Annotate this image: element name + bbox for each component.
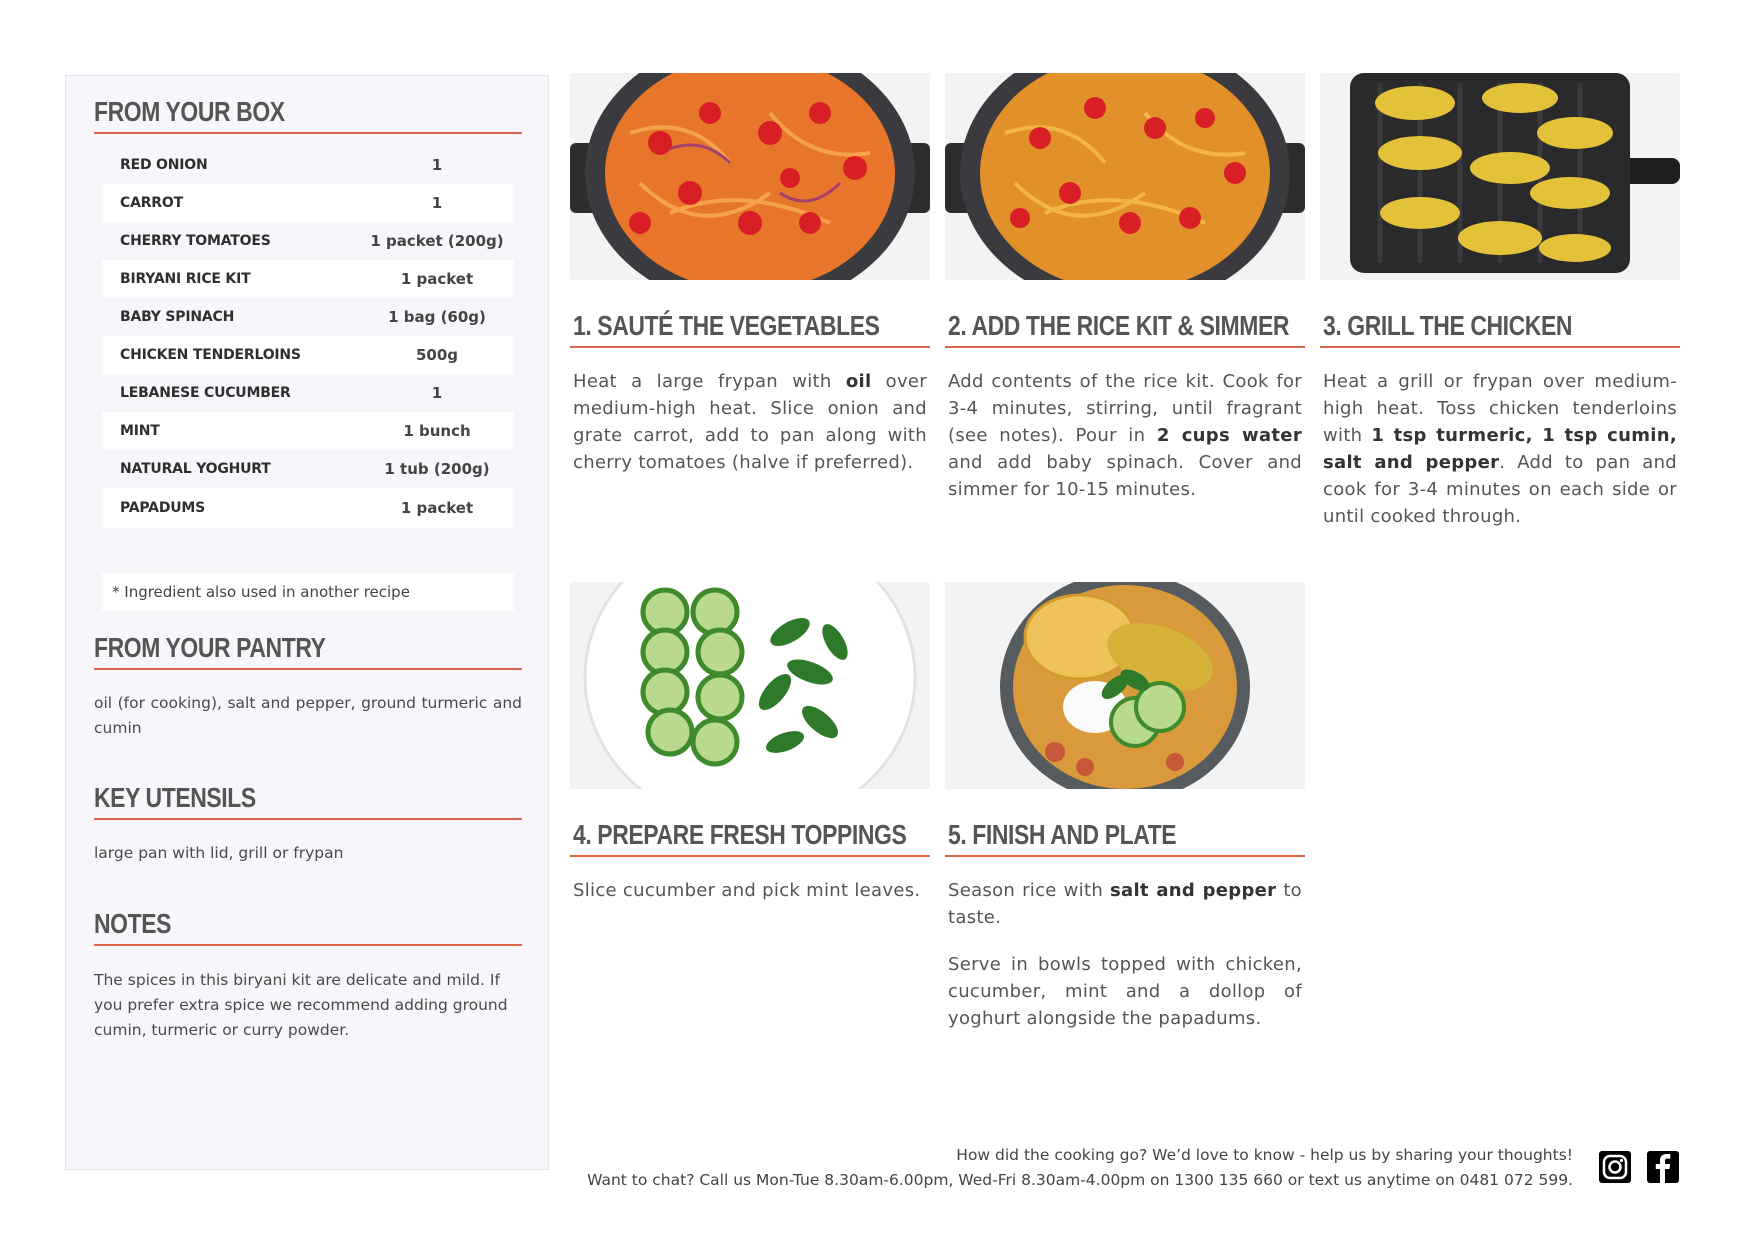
ingredient-name: CHERRY TOMATOES bbox=[120, 233, 271, 249]
step-2 bbox=[945, 73, 1305, 523]
key-utensils-header bbox=[94, 776, 522, 820]
ingredient-row bbox=[102, 222, 514, 260]
footer-contact-line: Want to chat? Call us Mon-Tue 8.30am-6.00pm, Wed-Fri 8.30am-4.00pm on 1300 135 660 or text us anytime on 0481 072 599. bbox=[587, 1171, 1573, 1189]
ingredient-row bbox=[102, 450, 514, 488]
ingredient-qty: 1 packet bbox=[400, 499, 474, 517]
step-1-text: Heat a large frypan with oil over medium-high heat. Slice onion and grate carrot, add to pan along with cherry tomatoes (halve if preferred). bbox=[573, 371, 927, 473]
ingredient-name: NATURAL YOGHURT bbox=[120, 461, 271, 477]
ingredient-name: MINT bbox=[120, 423, 160, 439]
facebook-icon[interactable] bbox=[1646, 1150, 1680, 1184]
step-1 bbox=[570, 73, 930, 496]
footer-contact bbox=[587, 1143, 1573, 1193]
from-your-pantry-title: FROM YOUR PANTRY bbox=[94, 632, 326, 663]
ingredient-qty: 1 bbox=[431, 156, 443, 174]
ingredient-qty: 500g bbox=[415, 346, 459, 364]
step-5-header bbox=[945, 805, 1305, 857]
step-4 bbox=[570, 582, 930, 924]
ingredient-row bbox=[102, 298, 514, 336]
footer-feedback-line: How did the cooking go? We’d love to know - help us by sharing your thoughts! bbox=[956, 1146, 1573, 1164]
step-4-title: 4. PREPARE FRESH TOPPINGS bbox=[573, 819, 907, 850]
ingredient-name: BIRYANI RICE KIT bbox=[120, 271, 251, 287]
social-links bbox=[1598, 1150, 1680, 1184]
from-your-box-header bbox=[94, 90, 522, 134]
ingredient-qty: 1 packet bbox=[400, 270, 474, 288]
pantry-text: oil (for cooking), salt and pepper, ground turmeric and cumin bbox=[94, 694, 522, 737]
step-3-photo bbox=[1320, 73, 1680, 280]
key-utensils-title: KEY UTENSILS bbox=[94, 782, 256, 813]
step-4-text: Slice cucumber and pick mint leaves. bbox=[573, 880, 921, 901]
ingredient-row bbox=[102, 336, 514, 374]
ingredient-qty: 1 bag (60g) bbox=[388, 308, 486, 326]
sidebar-panel bbox=[65, 75, 549, 1170]
step-4-header bbox=[570, 805, 930, 857]
ingredient-table bbox=[102, 146, 514, 528]
divider bbox=[1320, 346, 1680, 348]
step-3 bbox=[1320, 73, 1680, 550]
ingredient-row bbox=[102, 146, 514, 184]
step-3-text: Heat a grill or frypan over medium-high heat. Toss chicken tenderloins with 1 tsp turmeric, 1 tsp cumin, salt and pepper. Add to pan and cook for 3-4 minutes on each side or until cooked through. bbox=[1323, 371, 1677, 527]
step-1-photo bbox=[570, 73, 930, 280]
ingredient-name: BABY SPINACH bbox=[120, 309, 235, 325]
ingredient-row bbox=[102, 374, 514, 412]
divider bbox=[945, 346, 1305, 348]
ingredient-name: LEBANESE CUCUMBER bbox=[120, 385, 291, 401]
step-5-title: 5. FINISH AND PLATE bbox=[948, 819, 1177, 850]
step-2-header bbox=[945, 296, 1305, 348]
ingredient-footnote: * Ingredient also used in another recipe bbox=[102, 573, 514, 611]
step-5-text: Season rice with salt and pepper to taste. Serve in bowls topped with chicken, cucumber, mint and a dollop of yoghurt alongside the papadums. bbox=[948, 880, 1302, 1029]
ingredient-row bbox=[102, 412, 514, 450]
from-your-box-title: FROM YOUR BOX bbox=[94, 96, 285, 127]
notes-header bbox=[94, 902, 522, 946]
divider bbox=[570, 346, 930, 348]
utensils-text: large pan with lid, grill or frypan bbox=[94, 844, 344, 862]
ingredient-name: RED ONION bbox=[120, 157, 208, 173]
ingredient-name: PAPADUMS bbox=[120, 500, 206, 516]
divider bbox=[94, 668, 522, 670]
ingredient-row bbox=[102, 488, 514, 528]
notes-title: NOTES bbox=[94, 908, 172, 939]
ingredient-name: CARROT bbox=[120, 195, 183, 211]
step-4-photo bbox=[570, 582, 930, 789]
ingredient-qty: 1 tub (200g) bbox=[384, 460, 490, 478]
notes-text: The spices in this biryani kit are delicate and mild. If you prefer extra spice we recommend adding ground cumin, turmeric or curry powder. bbox=[94, 971, 508, 1039]
divider bbox=[94, 944, 522, 946]
from-your-pantry-header bbox=[94, 626, 522, 670]
divider bbox=[570, 855, 930, 857]
step-2-title: 2. ADD THE RICE KIT & SIMMER bbox=[948, 310, 1290, 341]
instagram-icon[interactable] bbox=[1598, 1150, 1632, 1184]
step-1-title: 1. SAUTÉ THE VEGETABLES bbox=[573, 310, 880, 341]
step-1-header bbox=[570, 296, 930, 348]
ingredient-qty: 1 packet (200g) bbox=[370, 232, 504, 250]
ingredient-row bbox=[102, 260, 514, 298]
step-5 bbox=[945, 582, 1305, 1052]
step-5-photo bbox=[945, 582, 1305, 789]
divider bbox=[94, 818, 522, 820]
step-2-text: Add contents of the rice kit. Cook for 3-4 minutes, stirring, until fragrant (see notes). Pour in 2 cups water and add baby spinach. Cover and simmer for 10-15 minutes. bbox=[948, 371, 1302, 500]
ingredient-name: CHICKEN TENDERLOINS bbox=[120, 347, 301, 363]
ingredient-qty: 1 bbox=[431, 194, 443, 212]
ingredient-qty: 1 bbox=[431, 384, 443, 402]
ingredient-row bbox=[102, 184, 514, 222]
divider bbox=[945, 855, 1305, 857]
divider bbox=[94, 132, 522, 134]
step-3-header bbox=[1320, 296, 1680, 348]
step-2-photo bbox=[945, 73, 1305, 280]
step-3-title: 3. GRILL THE CHICKEN bbox=[1323, 310, 1573, 341]
ingredient-qty: 1 bunch bbox=[403, 422, 471, 440]
